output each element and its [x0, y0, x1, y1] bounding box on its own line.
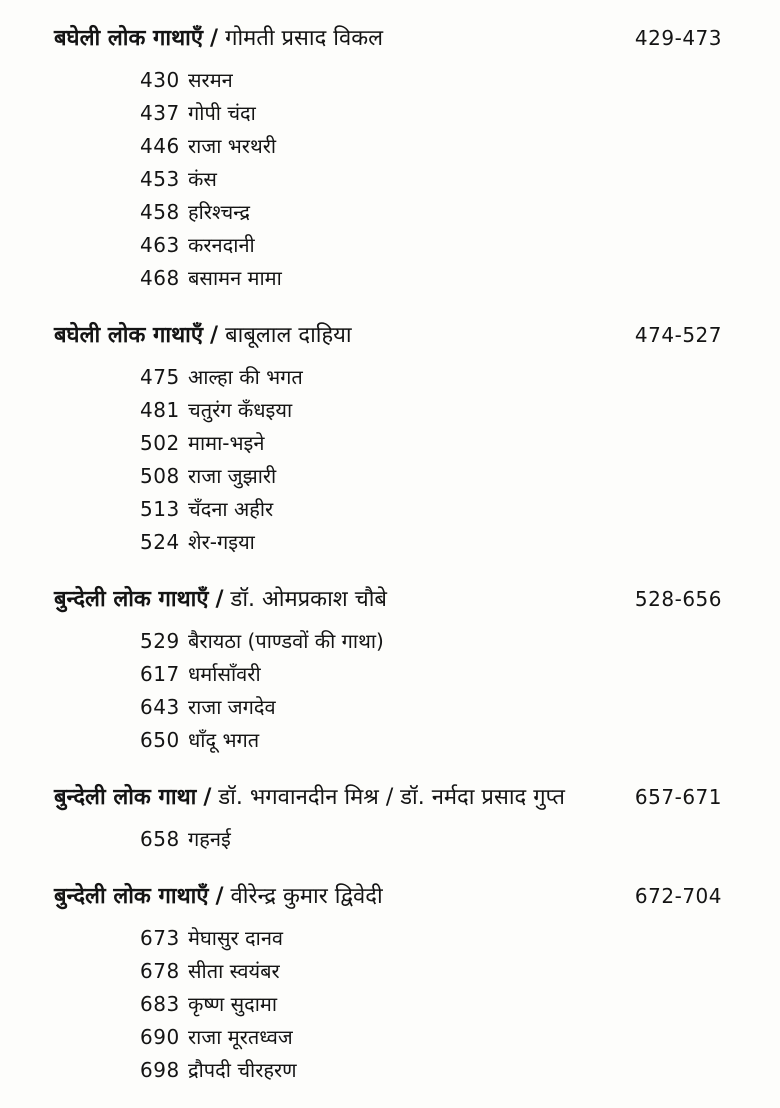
section-header [54, 22, 722, 55]
toc-item-page: 673 [140, 926, 180, 950]
toc-item [54, 955, 722, 988]
section-page-range: 672-704 [634, 884, 722, 908]
section-heading [54, 584, 387, 616]
section-authors: डॉ. ओमप्रकाश चौबे [230, 587, 387, 612]
toc-item-title: करनदानी [188, 233, 255, 257]
toc-item-title: राजा भरथरी [188, 134, 277, 158]
toc-item-title: धर्मासाँवरी [188, 662, 261, 686]
section-page-range: 657-671 [634, 785, 722, 809]
toc-item [54, 625, 722, 658]
section-items [54, 64, 722, 295]
section-items [54, 922, 722, 1087]
toc-item-title: बैरायठा (पाण्डवों की गाथा) [188, 629, 384, 653]
toc-item-page: 475 [140, 365, 180, 389]
toc-item-page: 529 [140, 629, 180, 653]
toc-item-page: 643 [140, 695, 180, 719]
toc-item-title: राजा मूरतध्वज [188, 1025, 293, 1049]
section-authors: गोमती प्रसाद विकल [225, 26, 384, 51]
toc-item-title: कंस [188, 167, 217, 191]
toc-section-3 [54, 583, 722, 757]
toc-item-title: चतुरंग कँधइया [188, 398, 293, 422]
toc-item-title: राजा जगदेव [188, 695, 276, 719]
toc-section-4 [54, 781, 722, 856]
toc-item [54, 130, 722, 163]
section-title: बघेली लोक गाथाएँ [54, 323, 204, 348]
toc-item-page: 508 [140, 464, 180, 488]
section-items [54, 823, 722, 856]
section-title: बुन्देली लोक गाथाएँ [54, 587, 209, 612]
toc-item-page: 430 [140, 68, 180, 92]
section-authors: बाबूलाल दाहिया [225, 323, 352, 348]
toc-item-page: 446 [140, 134, 180, 158]
toc-item-page: 437 [140, 101, 180, 125]
toc-item [54, 262, 722, 295]
toc-item-page: 481 [140, 398, 180, 422]
toc-item-page: 698 [140, 1058, 180, 1082]
toc-item-page: 650 [140, 728, 180, 752]
toc-item-page: 524 [140, 530, 180, 554]
toc-item-title: गहनई [188, 827, 231, 851]
toc-item-page: 617 [140, 662, 180, 686]
toc-item-page: 502 [140, 431, 180, 455]
toc-item-title: राजा जुझारी [188, 464, 277, 488]
toc-item-title: सीता स्वयंबर [188, 959, 280, 983]
section-page-range: 528-656 [634, 587, 722, 611]
section-title: बघेली लोक गाथाएँ [54, 26, 204, 51]
toc-item [54, 988, 722, 1021]
toc-item-title: द्रौपदी चीरहरण [188, 1058, 297, 1082]
section-heading [54, 881, 383, 913]
toc-item [54, 1054, 722, 1087]
toc-section-2 [54, 319, 722, 559]
title-author-separator: / [210, 323, 219, 348]
toc-item [54, 196, 722, 229]
toc-item-page: 453 [140, 167, 180, 191]
toc-item-title: बसामन मामा [188, 266, 282, 290]
section-authors: वीरेन्द्र कुमार द्विवेदी [230, 884, 383, 909]
toc-item [54, 526, 722, 559]
toc-section-5 [54, 880, 722, 1087]
toc-item-title: मेघासुर दानव [188, 926, 284, 950]
toc-item-title: गोपी चंदा [188, 101, 256, 125]
toc-item [54, 691, 722, 724]
toc-item-title: धाँदू भगत [188, 728, 260, 752]
section-items [54, 361, 722, 559]
toc-item-page: 683 [140, 992, 180, 1016]
title-author-separator: / [215, 587, 224, 612]
toc-item [54, 724, 722, 757]
section-title: बुन्देली लोक गाथाएँ [54, 884, 209, 909]
section-page-range: 429-473 [634, 26, 722, 50]
toc-item-page: 458 [140, 200, 180, 224]
section-heading [54, 320, 352, 352]
toc-item-page: 463 [140, 233, 180, 257]
toc-item-page: 678 [140, 959, 180, 983]
title-author-separator: / [203, 785, 212, 810]
section-authors: डॉ. भगवानदीन मिश्र / डॉ. नर्मदा प्रसाद गुप्त [218, 785, 565, 810]
section-header [54, 583, 722, 616]
section-items [54, 625, 722, 757]
toc-item-page: 658 [140, 827, 180, 851]
toc-section-1 [54, 22, 722, 295]
toc-item-title: कृष्ण सुदामा [188, 992, 278, 1016]
toc-item [54, 163, 722, 196]
toc-item [54, 493, 722, 526]
toc-item [54, 460, 722, 493]
toc-item-title: आल्हा की भगत [188, 365, 303, 389]
toc-item [54, 64, 722, 97]
toc-item-title: शेर-गइया [188, 530, 255, 554]
toc-item-page: 468 [140, 266, 180, 290]
section-header [54, 880, 722, 913]
toc-item-title: मामा-भइने [188, 431, 265, 455]
section-heading [54, 782, 565, 814]
section-page-range: 474-527 [634, 323, 722, 347]
section-header [54, 319, 722, 352]
toc-item-page: 513 [140, 497, 180, 521]
toc-item-page: 690 [140, 1025, 180, 1049]
toc-item [54, 394, 722, 427]
title-author-separator: / [215, 884, 224, 909]
toc-item [54, 427, 722, 460]
toc-item [54, 922, 722, 955]
toc-item-title: सरमन [188, 68, 233, 92]
toc-item [54, 1021, 722, 1054]
title-author-separator: / [210, 26, 219, 51]
section-heading [54, 23, 383, 55]
toc-item [54, 361, 722, 394]
toc-item-title: हरिश्चन्द्र [188, 200, 250, 224]
toc-item [54, 658, 722, 691]
toc-item [54, 229, 722, 262]
toc-item [54, 97, 722, 130]
toc-item-title: चँदना अहीर [188, 497, 274, 521]
section-title: बुन्देली लोक गाथा [54, 785, 197, 810]
section-header [54, 781, 722, 814]
toc-item [54, 823, 722, 856]
